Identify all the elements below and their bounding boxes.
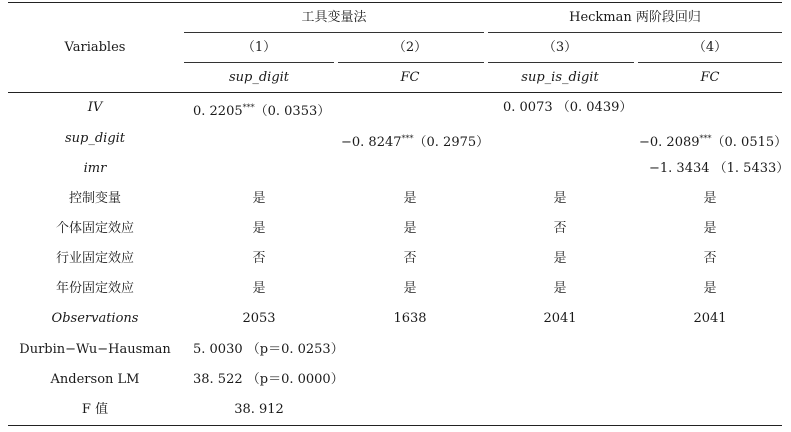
group-header-iv: 工具变量法 <box>301 10 367 25</box>
industry-fe-col1: 否 <box>252 251 266 266</box>
sup-digit-col4-se: （0. 0515） <box>711 135 788 150</box>
year-fe-col1: 是 <box>252 281 266 296</box>
header-bottom-rule <box>8 92 782 93</box>
imr-coef-col4: −1. 3434 （1. 5433） <box>649 161 790 176</box>
observations-col1: 2053 <box>242 311 276 326</box>
f-value: 38. 912 <box>234 402 284 417</box>
controls-col1: 是 <box>252 191 266 206</box>
iv-coef-col3: 0. 0073 （0. 0439） <box>503 100 633 115</box>
row-label-f-value: F 值 <box>81 402 109 417</box>
controls-col2: 是 <box>403 191 417 206</box>
row-label-iv: IV <box>87 100 103 115</box>
col4-rule <box>638 62 782 63</box>
sup-digit-col4-stars: *** <box>699 134 712 143</box>
anderson-value: 38. 522 （p＝0. 0000） <box>193 372 344 387</box>
row-label-imr: imr <box>83 161 107 176</box>
group2-rule <box>488 32 782 33</box>
row-label-sup-digit: sup_digit <box>64 131 126 146</box>
year-fe-col2: 是 <box>403 281 417 296</box>
row-label-firm-fe: 个体固定效应 <box>55 221 135 236</box>
sup-digit-col2-stars: *** <box>401 134 414 143</box>
firm-fe-col3: 否 <box>553 221 567 236</box>
col-number-1: （1） <box>241 40 277 55</box>
firm-fe-col2: 是 <box>403 221 417 236</box>
firm-fe-col1: 是 <box>252 221 266 236</box>
row-label-industry-fe: 行业固定效应 <box>55 251 135 266</box>
year-fe-col4: 是 <box>703 281 717 296</box>
controls-col4: 是 <box>703 191 717 206</box>
col3-rule <box>488 62 634 63</box>
row-label-anderson: Anderson LM <box>50 372 140 387</box>
row-label-controls: 控制变量 <box>68 191 122 206</box>
dep-var-1: sup_digit <box>228 70 290 85</box>
iv-coef-col1 <box>193 100 330 120</box>
observations-col3: 2041 <box>543 311 577 326</box>
dep-var-3: sup_is_digit <box>521 70 599 85</box>
industry-fe-col3: 是 <box>553 251 567 266</box>
variables-header: Variables <box>64 40 126 55</box>
col-number-4: （4） <box>692 40 728 55</box>
sup-digit-col2-value: −0. 8247 <box>341 135 402 150</box>
dep-var-4: FC <box>700 70 720 85</box>
controls-col3: 是 <box>553 191 567 206</box>
iv-coef-stars: *** <box>242 103 255 112</box>
col2-rule <box>338 62 484 63</box>
bottom-rule <box>8 425 782 426</box>
iv-coef-value: 0. 2205 <box>193 104 243 119</box>
observations-col4: 2041 <box>693 311 727 326</box>
row-label-dwh: Durbin−Wu−Hausman <box>19 342 171 357</box>
sup-digit-col4-value: −0. 2089 <box>639 135 700 150</box>
observations-col2: 1638 <box>393 311 427 326</box>
sup-digit-coef-col4 <box>639 131 787 151</box>
iv-coef-se: （0. 0353） <box>254 104 331 119</box>
dwh-value: 5. 0030 （p＝0. 0253） <box>193 342 344 357</box>
col-number-3: （3） <box>542 40 578 55</box>
col-number-2: （2） <box>392 40 428 55</box>
dep-var-2: FC <box>400 70 420 85</box>
top-rule <box>8 2 782 3</box>
year-fe-col3: 是 <box>553 281 567 296</box>
industry-fe-col2: 否 <box>403 251 417 266</box>
sup-digit-coef-col2 <box>341 131 489 151</box>
sup-digit-col2-se: （0. 2975） <box>413 135 490 150</box>
firm-fe-col4: 是 <box>703 221 717 236</box>
col1-rule <box>184 62 334 63</box>
row-label-observations: Observations <box>51 311 139 326</box>
row-label-year-fe: 年份固定效应 <box>55 281 135 296</box>
industry-fe-col4: 否 <box>703 251 717 266</box>
group1-rule <box>184 32 484 33</box>
group-header-heckman: Heckman 两阶段回归 <box>569 10 701 25</box>
